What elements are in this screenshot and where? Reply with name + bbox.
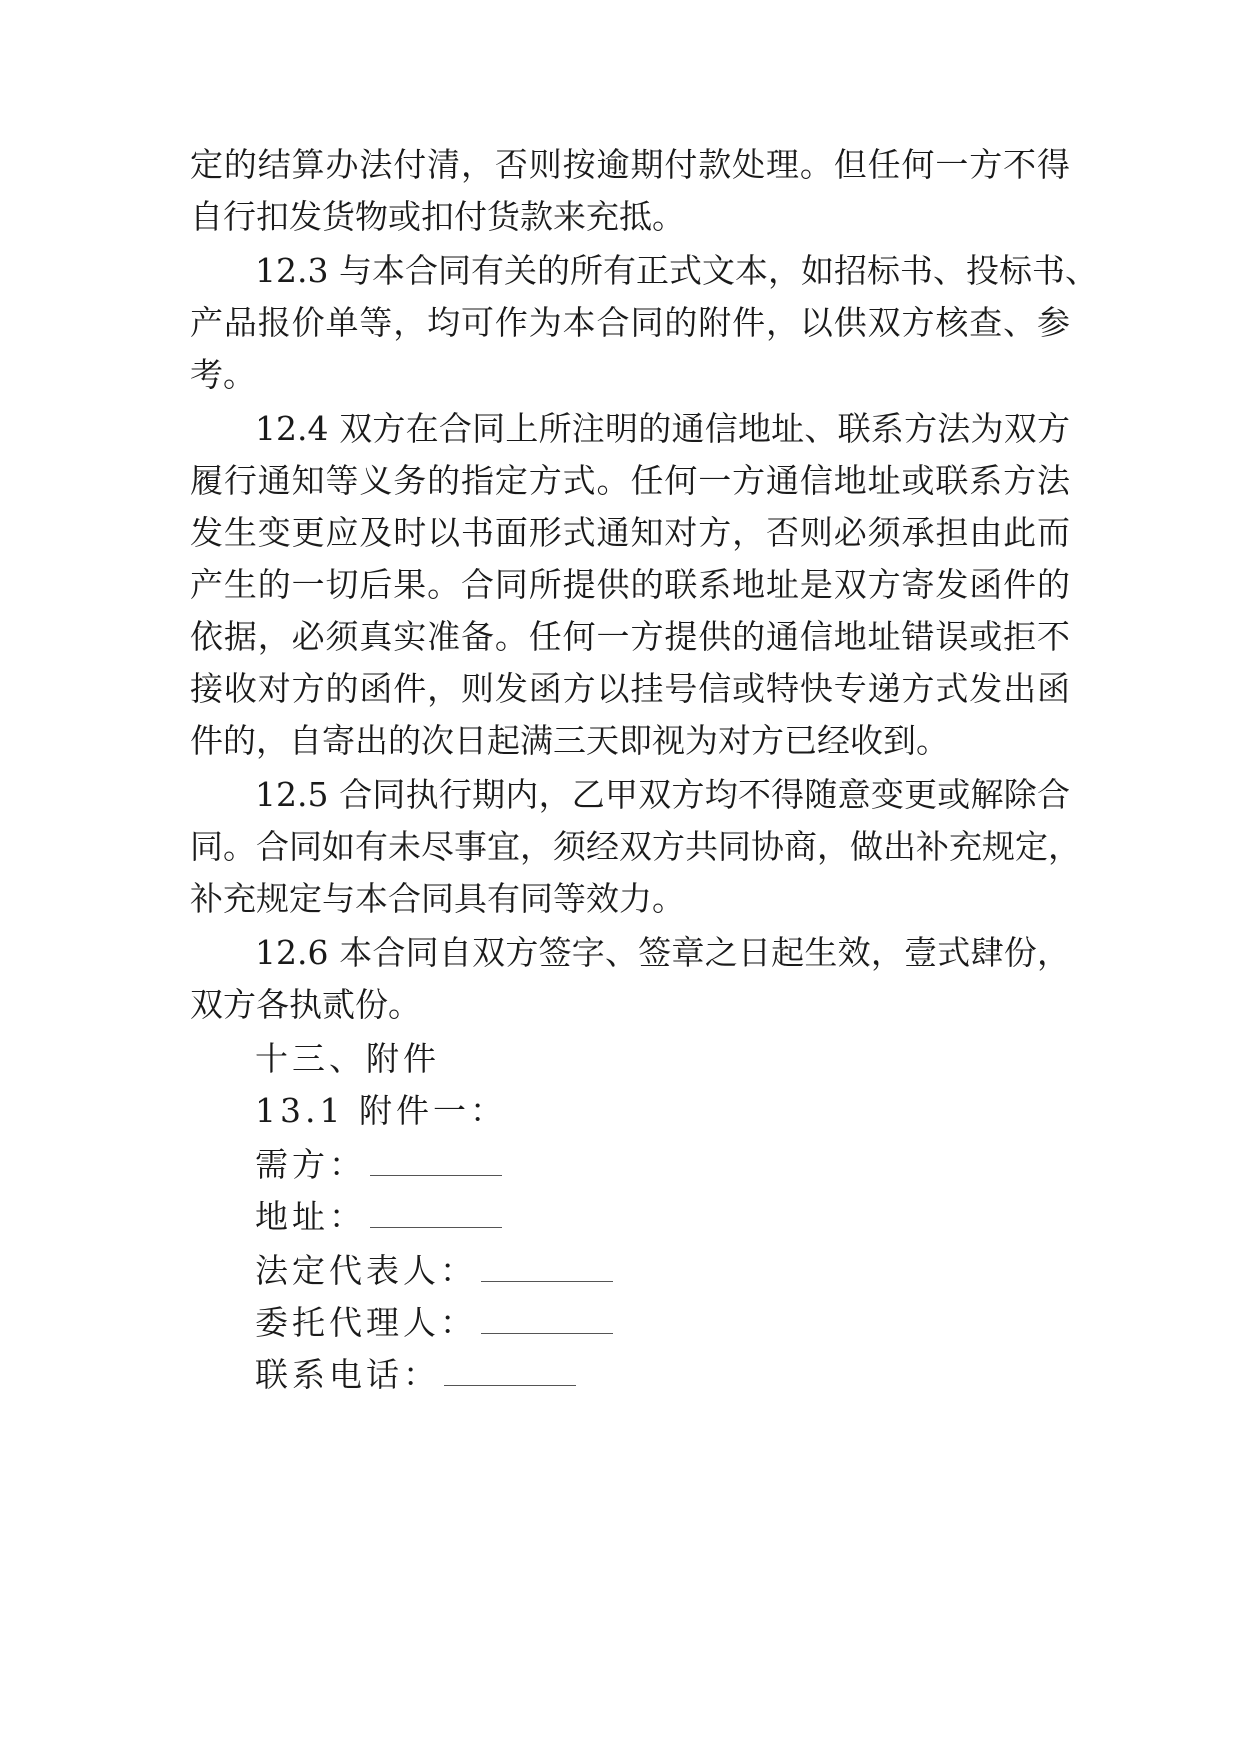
paragraph-line: 依据，必须真实准备。任何一方提供的通信地址错误或拒不 — [190, 617, 1070, 656]
paragraph-line: 履行通知等义务的指定方式。任何一方通信地址或联系方法 — [190, 461, 1070, 500]
field-phone — [255, 1353, 576, 1397]
paragraph-line: 补充规定与本合同具有同等效力。 — [190, 879, 685, 918]
field-label: 法定代表人： — [255, 1251, 477, 1290]
clause-12-5: 12.5 合同执行期内，乙甲双方均不得随意变更或解除合 — [255, 775, 1070, 814]
clause-12-3: 12.3 与本合同有关的所有正式文本，如招标书、投标书、 — [255, 251, 1098, 290]
field-label: 地址： — [255, 1197, 366, 1236]
paragraph-line: 定的结算办法付清，否则按逾期付款处理。但任何一方不得 — [190, 145, 1070, 184]
field-label: 联系电话： — [255, 1355, 440, 1394]
paragraph-line: 发生变更应及时以书面形式通知对方，否则必须承担由此而 — [190, 513, 1070, 552]
field-buyer — [255, 1143, 502, 1187]
field-blank[interactable] — [481, 1251, 613, 1282]
paragraph-line: 同。合同如有未尽事宜，须经双方共同协商，做出补充规定， — [190, 827, 1081, 866]
field-blank[interactable] — [370, 1145, 502, 1176]
field-blank[interactable] — [444, 1355, 576, 1386]
field-address — [255, 1195, 502, 1239]
section-heading: 十三、附件 — [255, 1039, 440, 1078]
field-blank[interactable] — [481, 1303, 613, 1334]
clause-12-6: 12.6 本合同自双方签字、签章之日起生效，壹式肆份， — [255, 933, 1070, 972]
field-blank[interactable] — [370, 1197, 502, 1228]
sub-heading: 13.1 附件一： — [255, 1091, 507, 1130]
field-legal-rep — [255, 1249, 613, 1293]
paragraph-line: 自行扣发货物或扣付货款来充抵。 — [190, 197, 685, 236]
paragraph-line: 产品报价单等，均可作为本合同的附件，以供双方核查、参 — [190, 303, 1070, 342]
clause-12-4: 12.4 双方在合同上所注明的通信地址、联系方法为双方 — [255, 409, 1070, 448]
field-agent — [255, 1301, 613, 1345]
paragraph-line: 双方各执贰份。 — [190, 985, 421, 1024]
paragraph-line: 件的，自寄出的次日起满三天即视为对方已经收到。 — [190, 721, 949, 760]
paragraph-line: 产生的一切后果。合同所提供的联系地址是双方寄发函件的 — [190, 565, 1070, 604]
field-label: 委托代理人： — [255, 1303, 477, 1342]
paragraph-line: 考。 — [190, 355, 256, 394]
paragraph-line: 接收对方的函件，则发函方以挂号信或特快专递方式发出函 — [190, 669, 1070, 708]
field-label: 需方： — [255, 1145, 366, 1184]
